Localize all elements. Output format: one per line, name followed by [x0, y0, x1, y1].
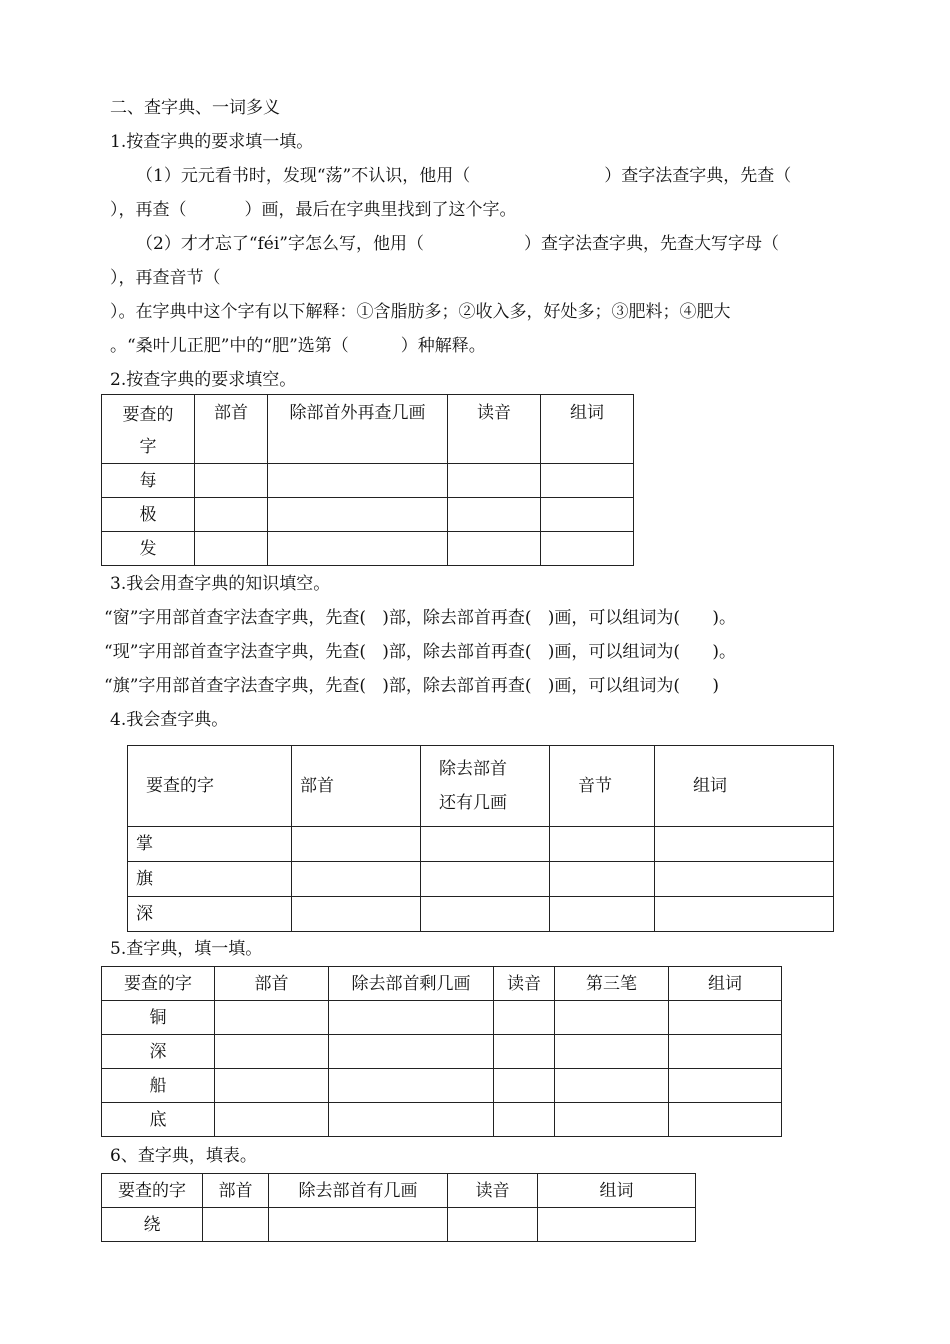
table-row [102, 498, 634, 532]
q2-table [101, 394, 634, 566]
q4-title: 4.我会查字典。 [110, 710, 229, 730]
header-cell: 要查的字 [102, 1174, 203, 1208]
answer-cell[interactable] [268, 498, 448, 532]
answer-cell[interactable] [269, 1208, 448, 1242]
q1-title: 1.按查字典的要求填一填。 [110, 132, 314, 152]
header-cell: 读音 [494, 967, 555, 1001]
table-row [102, 1035, 782, 1069]
q1-part1-line2 [110, 198, 517, 222]
section-title: 二、查字典、一词多义 [110, 98, 280, 118]
char-cell: 发 [102, 532, 195, 566]
table-header-row [102, 967, 782, 1001]
answer-cell[interactable] [215, 1001, 329, 1035]
answer-cell[interactable] [421, 897, 550, 932]
q1-p1-b: ）查字法查字典，先查（ [604, 166, 792, 186]
q5-title: 5.查字典，填一填。 [110, 939, 263, 959]
char-cell: 掌 [128, 827, 292, 862]
char-cell: 深 [102, 1035, 215, 1069]
q1-part2-line1 [136, 232, 779, 256]
answer-cell[interactable] [215, 1035, 329, 1069]
q1-p2-f: ）种解释。 [400, 336, 486, 356]
header-cell: 除去部首剩几画 [329, 967, 494, 1001]
answer-cell[interactable] [292, 827, 421, 862]
char-cell: 极 [102, 498, 195, 532]
answer-cell[interactable] [669, 1103, 782, 1137]
q1-p1-c: ），再查（ [110, 200, 187, 220]
char-cell: 旗 [128, 862, 292, 897]
q5-table [101, 966, 782, 1137]
answer-cell[interactable] [669, 1069, 782, 1103]
header-cell: 音节 [550, 746, 655, 827]
answer-cell[interactable] [555, 1001, 669, 1035]
header-cell: 要查的字 [102, 395, 195, 464]
answer-cell[interactable] [669, 1001, 782, 1035]
answer-cell[interactable] [655, 897, 834, 932]
q1-p2-a: （2）才才忘了“féi”字怎么写，他用（ [136, 234, 424, 254]
header-cell: 部首 [215, 967, 329, 1001]
answer-cell[interactable] [541, 532, 634, 566]
header-cell: 第三笔 [555, 967, 669, 1001]
header-cell [421, 746, 550, 827]
q3-title: 3.我会用查字典的知识填空。 [110, 574, 331, 594]
table-header-row [102, 1174, 696, 1208]
q1-part1-line1 [136, 164, 791, 188]
header-cell: 部首 [292, 746, 421, 827]
header-cell: 部首 [203, 1174, 269, 1208]
q3-line-2: “现”字用部首查字法查字典，先查( )部，除去部首再查( )画，可以组词为( )。 [104, 642, 737, 662]
header-cell: 部首 [195, 395, 268, 464]
q3-line-3: “旗”字用部首查字法查字典，先查( )部，除去部首再查( )画，可以组词为( ) [104, 676, 720, 696]
answer-cell[interactable] [550, 862, 655, 897]
answer-cell[interactable] [421, 862, 550, 897]
table-header-row [102, 395, 634, 464]
answer-cell[interactable] [203, 1208, 269, 1242]
q6-table [101, 1173, 696, 1242]
answer-cell[interactable] [195, 498, 268, 532]
answer-cell[interactable] [448, 498, 541, 532]
table-row [128, 897, 834, 932]
char-cell: 铜 [102, 1001, 215, 1035]
q1-p1-d: ）画，最后在字典里找到了这个字。 [244, 200, 517, 220]
answer-cell[interactable] [494, 1103, 555, 1137]
answer-cell[interactable] [268, 464, 448, 498]
header-cell: 要查的字 [102, 967, 215, 1001]
q1-part2-line3 [110, 300, 731, 324]
table-row [102, 1208, 696, 1242]
q6-title: 6、查字典，填表。 [110, 1146, 257, 1166]
answer-cell[interactable] [555, 1069, 669, 1103]
answer-cell[interactable] [215, 1069, 329, 1103]
answer-cell[interactable] [292, 862, 421, 897]
answer-cell[interactable] [448, 1208, 538, 1242]
char-cell: 每 [102, 464, 195, 498]
table-row [102, 1103, 782, 1137]
header-cell: 要查的字 [128, 746, 292, 827]
q1-p2-e: 。“桑叶儿正肥”中的“肥”选第（ [110, 336, 349, 356]
answer-cell[interactable] [538, 1208, 696, 1242]
q3-line-1: “窗”字用部首查字法查字典，先查( )部，除去部首再查( )画，可以组词为( )。 [104, 608, 737, 628]
table-row [128, 827, 834, 862]
answer-cell[interactable] [329, 1001, 494, 1035]
header-cell-line2: 还有几画 [439, 793, 507, 813]
q1-p1-a: （1）元元看书时，发现“荡”不认识，他用（ [136, 166, 471, 186]
table-row [102, 464, 634, 498]
answer-cell[interactable] [655, 827, 834, 862]
table-row [102, 1069, 782, 1103]
answer-cell[interactable] [541, 464, 634, 498]
q1-p2-d: ）。在字典中这个字有以下解释：①含脂肪多；②收入多，好处多；③肥料；④肥大 [110, 302, 731, 322]
header-cell: 组词 [538, 1174, 696, 1208]
table-row [102, 532, 634, 566]
answer-cell[interactable] [268, 532, 448, 566]
header-cell-line1: 除去部首 [439, 759, 507, 779]
header-cell: 读音 [448, 1174, 538, 1208]
answer-cell[interactable] [448, 464, 541, 498]
header-cell: 读音 [448, 395, 541, 464]
table-row [102, 1001, 782, 1035]
q1-p2-c: ），再查音节（ [110, 268, 221, 288]
answer-cell[interactable] [195, 464, 268, 498]
answer-cell[interactable] [195, 532, 268, 566]
answer-cell[interactable] [421, 827, 550, 862]
char-cell: 深 [128, 897, 292, 932]
header-cell: 除部首外再查几画 [268, 395, 448, 464]
answer-cell[interactable] [329, 1103, 494, 1137]
table-header-row [128, 746, 834, 827]
q1-part2-line4 [110, 334, 486, 358]
header-cell: 组词 [655, 746, 834, 827]
answer-cell[interactable] [555, 1035, 669, 1069]
answer-cell[interactable] [494, 1035, 555, 1069]
table-row [128, 862, 834, 897]
header-cell: 组词 [541, 395, 634, 464]
answer-cell[interactable] [555, 1103, 669, 1137]
answer-cell[interactable] [494, 1069, 555, 1103]
answer-cell[interactable] [655, 862, 834, 897]
answer-cell[interactable] [448, 532, 541, 566]
q4-table [127, 745, 834, 932]
answer-cell[interactable] [215, 1103, 329, 1137]
answer-cell[interactable] [669, 1035, 782, 1069]
q1-p2-b: ）查字法查字典，先查大写字母（ [524, 234, 779, 254]
q1-part2-line2 [110, 266, 221, 290]
q2-title: 2.按查字典的要求填空。 [110, 370, 297, 390]
answer-cell[interactable] [329, 1069, 494, 1103]
header-cell: 组词 [669, 967, 782, 1001]
answer-cell[interactable] [541, 498, 634, 532]
char-cell: 底 [102, 1103, 215, 1137]
char-cell: 绕 [102, 1208, 203, 1242]
char-cell: 船 [102, 1069, 215, 1103]
answer-cell[interactable] [550, 827, 655, 862]
header-cell: 除去部首有几画 [269, 1174, 448, 1208]
answer-cell[interactable] [494, 1001, 555, 1035]
answer-cell[interactable] [292, 897, 421, 932]
answer-cell[interactable] [550, 897, 655, 932]
answer-cell[interactable] [329, 1035, 494, 1069]
